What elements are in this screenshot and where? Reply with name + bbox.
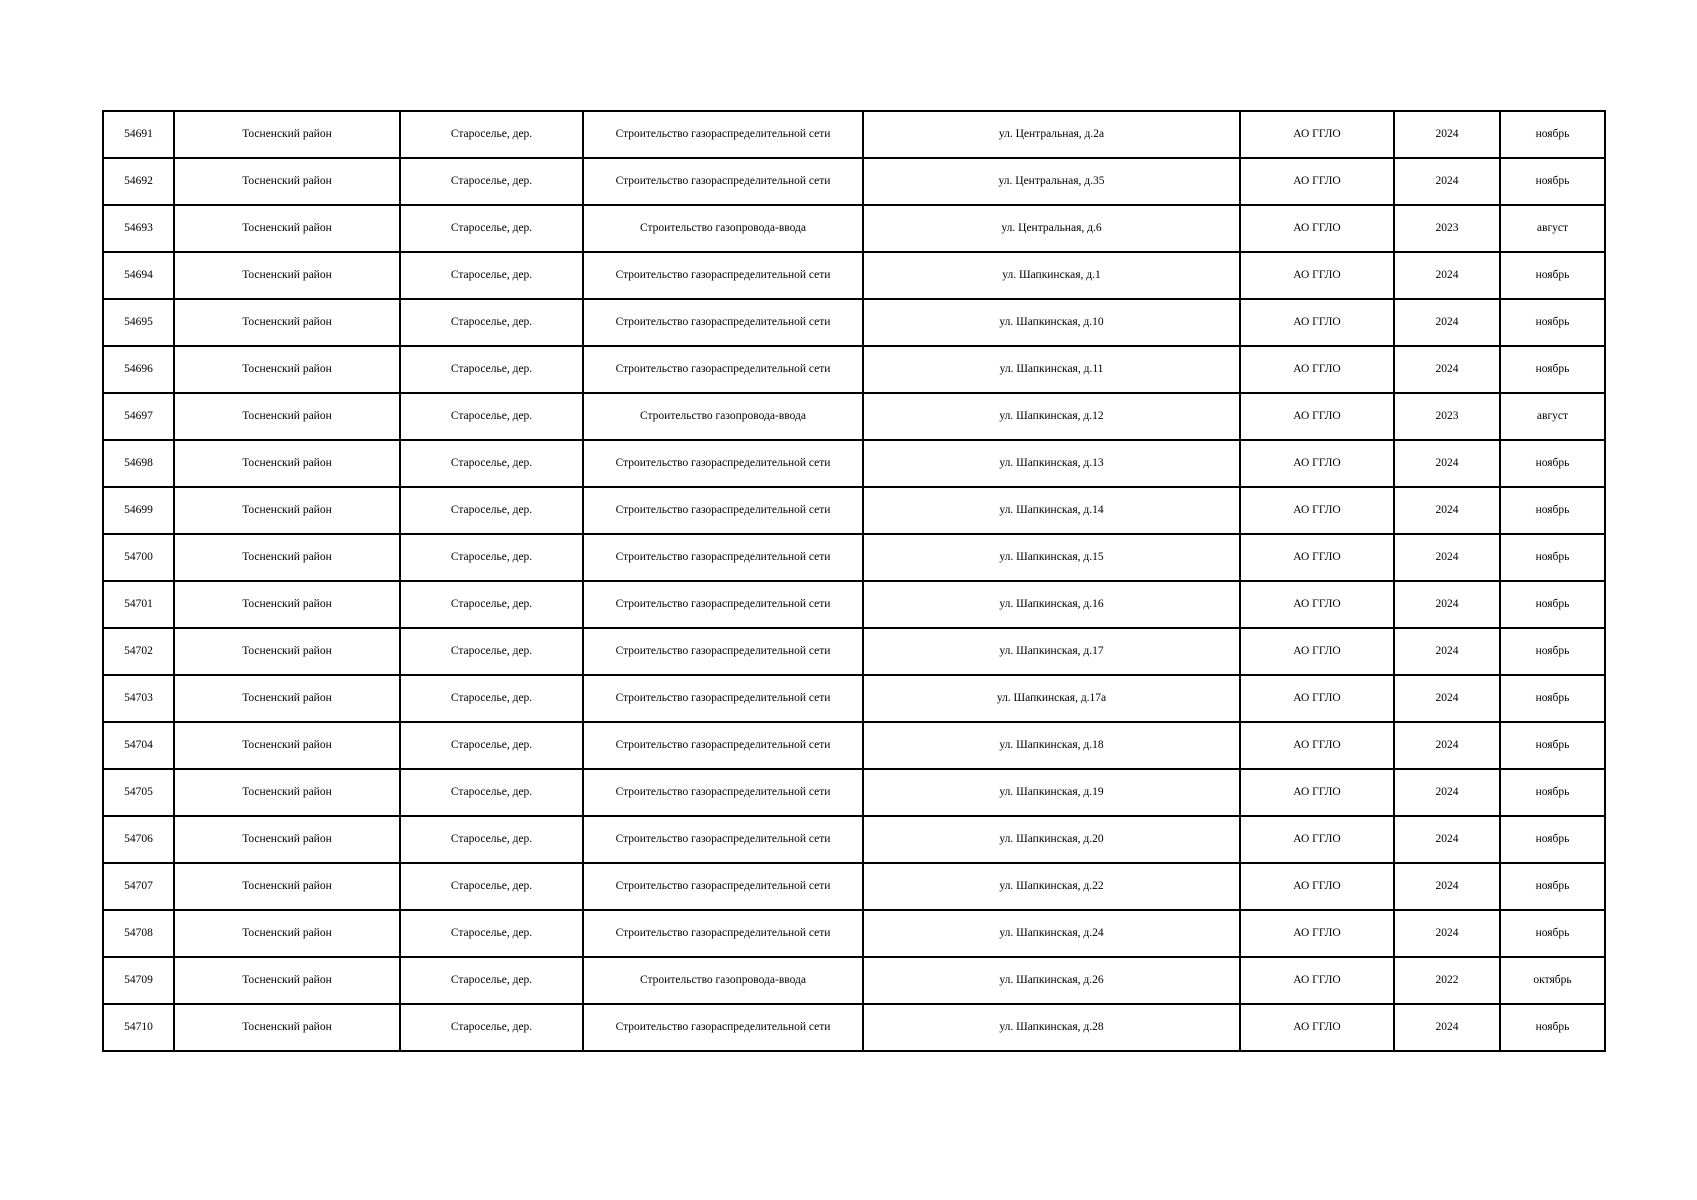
district-cell: Тосненский район — [174, 205, 400, 252]
address-cell: ул. Шапкинская, д.17а — [863, 675, 1240, 722]
district-cell: Тосненский район — [174, 722, 400, 769]
work-type-cell: Строительство газораспределительной сети — [583, 111, 863, 158]
table-row — [103, 487, 1605, 534]
year-cell: 2024 — [1394, 816, 1500, 863]
work-type-cell: Строительство газораспределительной сети — [583, 440, 863, 487]
year-cell: 2024 — [1394, 299, 1500, 346]
row-id-cell: 54710 — [103, 1004, 174, 1051]
organization-cell: АО ГГЛО — [1240, 863, 1394, 910]
district-cell: Тосненский район — [174, 534, 400, 581]
district-cell: Тосненский район — [174, 675, 400, 722]
year-cell: 2023 — [1394, 205, 1500, 252]
row-id-cell: 54698 — [103, 440, 174, 487]
settlement-cell: Староселье, дер. — [400, 111, 583, 158]
address-cell: ул. Шапкинская, д.18 — [863, 722, 1240, 769]
address-cell: ул. Центральная, д.6 — [863, 205, 1240, 252]
month-cell: ноябрь — [1500, 534, 1605, 581]
work-type-cell: Строительство газораспределительной сети — [583, 628, 863, 675]
settlement-cell: Староселье, дер. — [400, 487, 583, 534]
organization-cell: АО ГГЛО — [1240, 957, 1394, 1004]
district-cell: Тосненский район — [174, 252, 400, 299]
year-cell: 2024 — [1394, 863, 1500, 910]
month-cell: ноябрь — [1500, 910, 1605, 957]
work-type-cell: Строительство газораспределительной сети — [583, 158, 863, 205]
table-row — [103, 158, 1605, 205]
settlement-cell: Староселье, дер. — [400, 722, 583, 769]
district-cell: Тосненский район — [174, 1004, 400, 1051]
month-cell: ноябрь — [1500, 440, 1605, 487]
district-cell: Тосненский район — [174, 910, 400, 957]
month-cell: ноябрь — [1500, 769, 1605, 816]
year-cell: 2024 — [1394, 628, 1500, 675]
organization-cell: АО ГГЛО — [1240, 675, 1394, 722]
work-type-cell: Строительство газораспределительной сети — [583, 581, 863, 628]
settlement-cell: Староселье, дер. — [400, 205, 583, 252]
district-cell: Тосненский район — [174, 863, 400, 910]
month-cell: август — [1500, 393, 1605, 440]
row-id-cell: 54703 — [103, 675, 174, 722]
work-type-cell: Строительство газораспределительной сети — [583, 534, 863, 581]
month-cell: ноябрь — [1500, 863, 1605, 910]
work-type-cell: Строительство газораспределительной сети — [583, 252, 863, 299]
organization-cell: АО ГГЛО — [1240, 393, 1394, 440]
table-row — [103, 440, 1605, 487]
address-cell: ул. Шапкинская, д.13 — [863, 440, 1240, 487]
month-cell: ноябрь — [1500, 581, 1605, 628]
organization-cell: АО ГГЛО — [1240, 910, 1394, 957]
table-row — [103, 816, 1605, 863]
month-cell: ноябрь — [1500, 675, 1605, 722]
row-id-cell: 54700 — [103, 534, 174, 581]
row-id-cell: 54701 — [103, 581, 174, 628]
work-type-cell: Строительство газораспределительной сети — [583, 487, 863, 534]
district-cell: Тосненский район — [174, 346, 400, 393]
organization-cell: АО ГГЛО — [1240, 111, 1394, 158]
organization-cell: АО ГГЛО — [1240, 346, 1394, 393]
settlement-cell: Староселье, дер. — [400, 346, 583, 393]
month-cell: ноябрь — [1500, 722, 1605, 769]
year-cell: 2024 — [1394, 581, 1500, 628]
table-row — [103, 111, 1605, 158]
month-cell: ноябрь — [1500, 1004, 1605, 1051]
table-body — [103, 111, 1605, 1051]
year-cell: 2024 — [1394, 440, 1500, 487]
row-id-cell: 54707 — [103, 863, 174, 910]
work-type-cell: Строительство газораспределительной сети — [583, 863, 863, 910]
work-type-cell: Строительство газораспределительной сети — [583, 722, 863, 769]
table-row — [103, 722, 1605, 769]
year-cell: 2024 — [1394, 722, 1500, 769]
address-cell: ул. Шапкинская, д.22 — [863, 863, 1240, 910]
month-cell: ноябрь — [1500, 252, 1605, 299]
settlement-cell: Староселье, дер. — [400, 816, 583, 863]
organization-cell: АО ГГЛО — [1240, 252, 1394, 299]
organization-cell: АО ГГЛО — [1240, 769, 1394, 816]
organization-cell: АО ГГЛО — [1240, 722, 1394, 769]
work-type-cell: Строительство газораспределительной сети — [583, 1004, 863, 1051]
row-id-cell: 54697 — [103, 393, 174, 440]
organization-cell: АО ГГЛО — [1240, 299, 1394, 346]
table-row — [103, 299, 1605, 346]
work-type-cell: Строительство газораспределительной сети — [583, 816, 863, 863]
work-type-cell: Строительство газопровода-ввода — [583, 393, 863, 440]
settlement-cell: Староселье, дер. — [400, 299, 583, 346]
row-id-cell: 54696 — [103, 346, 174, 393]
address-cell: ул. Шапкинская, д.1 — [863, 252, 1240, 299]
gasification-schedule-table — [102, 110, 1606, 1052]
organization-cell: АО ГГЛО — [1240, 1004, 1394, 1051]
address-cell: ул. Шапкинская, д.20 — [863, 816, 1240, 863]
address-cell: ул. Центральная, д.2а — [863, 111, 1240, 158]
address-cell: ул. Шапкинская, д.10 — [863, 299, 1240, 346]
row-id-cell: 54709 — [103, 957, 174, 1004]
address-cell: ул. Шапкинская, д.19 — [863, 769, 1240, 816]
table-row — [103, 581, 1605, 628]
table-row — [103, 863, 1605, 910]
table-row — [103, 534, 1605, 581]
year-cell: 2024 — [1394, 252, 1500, 299]
address-cell: ул. Шапкинская, д.28 — [863, 1004, 1240, 1051]
address-cell: ул. Шапкинская, д.16 — [863, 581, 1240, 628]
table-row — [103, 957, 1605, 1004]
settlement-cell: Староселье, дер. — [400, 863, 583, 910]
row-id-cell: 54705 — [103, 769, 174, 816]
work-type-cell: Строительство газопровода-ввода — [583, 205, 863, 252]
year-cell: 2024 — [1394, 534, 1500, 581]
organization-cell: АО ГГЛО — [1240, 581, 1394, 628]
table-row — [103, 675, 1605, 722]
month-cell: октябрь — [1500, 957, 1605, 1004]
row-id-cell: 54708 — [103, 910, 174, 957]
year-cell: 2022 — [1394, 957, 1500, 1004]
year-cell: 2024 — [1394, 111, 1500, 158]
address-cell: ул. Шапкинская, д.15 — [863, 534, 1240, 581]
settlement-cell: Староселье, дер. — [400, 534, 583, 581]
month-cell: ноябрь — [1500, 487, 1605, 534]
district-cell: Тосненский район — [174, 581, 400, 628]
settlement-cell: Староселье, дер. — [400, 440, 583, 487]
row-id-cell: 54699 — [103, 487, 174, 534]
year-cell: 2024 — [1394, 487, 1500, 534]
work-type-cell: Строительство газораспределительной сети — [583, 910, 863, 957]
year-cell: 2024 — [1394, 346, 1500, 393]
organization-cell: АО ГГЛО — [1240, 816, 1394, 863]
settlement-cell: Староселье, дер. — [400, 769, 583, 816]
table-row — [103, 346, 1605, 393]
settlement-cell: Староселье, дер. — [400, 628, 583, 675]
district-cell: Тосненский район — [174, 628, 400, 675]
month-cell: ноябрь — [1500, 816, 1605, 863]
table-row — [103, 252, 1605, 299]
district-cell: Тосненский район — [174, 158, 400, 205]
settlement-cell: Староселье, дер. — [400, 957, 583, 1004]
year-cell: 2024 — [1394, 675, 1500, 722]
table-row — [103, 910, 1605, 957]
row-id-cell: 54695 — [103, 299, 174, 346]
district-cell: Тосненский район — [174, 299, 400, 346]
organization-cell: АО ГГЛО — [1240, 487, 1394, 534]
row-id-cell: 54702 — [103, 628, 174, 675]
month-cell: ноябрь — [1500, 346, 1605, 393]
district-cell: Тосненский район — [174, 769, 400, 816]
settlement-cell: Староселье, дер. — [400, 252, 583, 299]
district-cell: Тосненский район — [174, 816, 400, 863]
settlement-cell: Староселье, дер. — [400, 393, 583, 440]
year-cell: 2024 — [1394, 1004, 1500, 1051]
district-cell: Тосненский район — [174, 957, 400, 1004]
address-cell: ул. Шапкинская, д.17 — [863, 628, 1240, 675]
settlement-cell: Староселье, дер. — [400, 158, 583, 205]
work-type-cell: Строительство газораспределительной сети — [583, 675, 863, 722]
year-cell: 2024 — [1394, 910, 1500, 957]
row-id-cell: 54692 — [103, 158, 174, 205]
address-cell: ул. Центральная, д.35 — [863, 158, 1240, 205]
row-id-cell: 54693 — [103, 205, 174, 252]
organization-cell: АО ГГЛО — [1240, 534, 1394, 581]
row-id-cell: 54691 — [103, 111, 174, 158]
table-row — [103, 769, 1605, 816]
row-id-cell: 54694 — [103, 252, 174, 299]
row-id-cell: 54706 — [103, 816, 174, 863]
year-cell: 2024 — [1394, 769, 1500, 816]
address-cell: ул. Шапкинская, д.14 — [863, 487, 1240, 534]
year-cell: 2023 — [1394, 393, 1500, 440]
table-row — [103, 205, 1605, 252]
address-cell: ул. Шапкинская, д.24 — [863, 910, 1240, 957]
settlement-cell: Староселье, дер. — [400, 675, 583, 722]
work-type-cell: Строительство газораспределительной сети — [583, 346, 863, 393]
month-cell: ноябрь — [1500, 299, 1605, 346]
settlement-cell: Староселье, дер. — [400, 1004, 583, 1051]
organization-cell: АО ГГЛО — [1240, 628, 1394, 675]
district-cell: Тосненский район — [174, 487, 400, 534]
month-cell: ноябрь — [1500, 628, 1605, 675]
month-cell: ноябрь — [1500, 158, 1605, 205]
month-cell: август — [1500, 205, 1605, 252]
work-type-cell: Строительство газораспределительной сети — [583, 299, 863, 346]
settlement-cell: Староселье, дер. — [400, 910, 583, 957]
work-type-cell: Строительство газопровода-ввода — [583, 957, 863, 1004]
district-cell: Тосненский район — [174, 393, 400, 440]
address-cell: ул. Шапкинская, д.12 — [863, 393, 1240, 440]
organization-cell: АО ГГЛО — [1240, 440, 1394, 487]
district-cell: Тосненский район — [174, 111, 400, 158]
row-id-cell: 54704 — [103, 722, 174, 769]
month-cell: ноябрь — [1500, 111, 1605, 158]
table-row — [103, 393, 1605, 440]
organization-cell: АО ГГЛО — [1240, 205, 1394, 252]
organization-cell: АО ГГЛО — [1240, 158, 1394, 205]
year-cell: 2024 — [1394, 158, 1500, 205]
work-type-cell: Строительство газораспределительной сети — [583, 769, 863, 816]
settlement-cell: Староселье, дер. — [400, 581, 583, 628]
address-cell: ул. Шапкинская, д.11 — [863, 346, 1240, 393]
district-cell: Тосненский район — [174, 440, 400, 487]
address-cell: ул. Шапкинская, д.26 — [863, 957, 1240, 1004]
table-row — [103, 1004, 1605, 1051]
table-row — [103, 628, 1605, 675]
